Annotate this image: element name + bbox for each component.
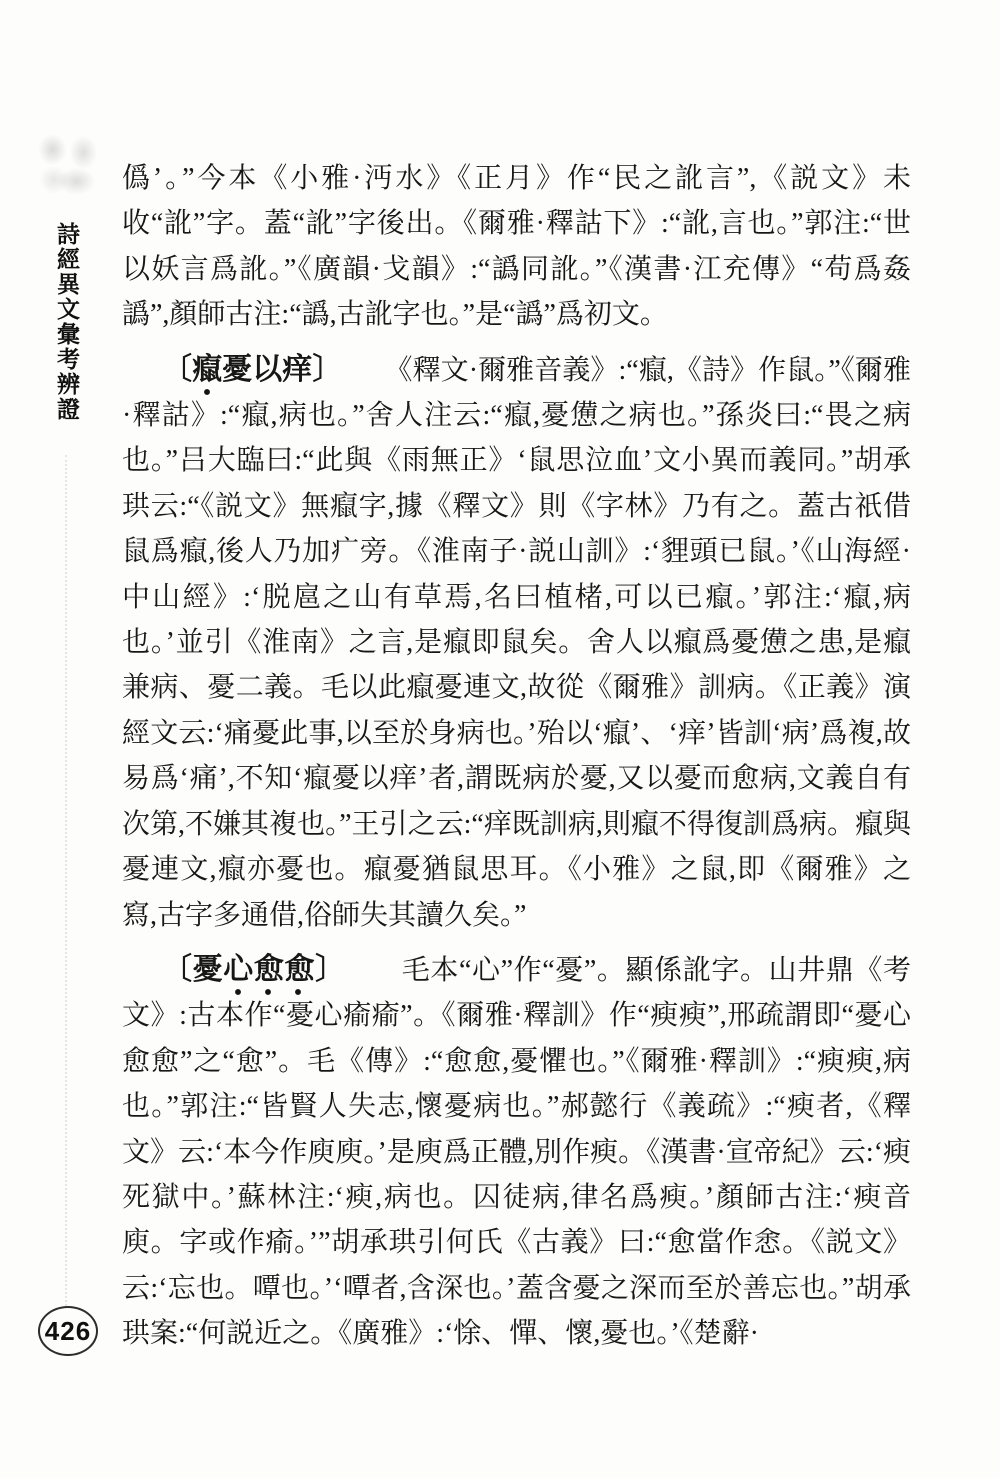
entry-heading-emphasis: 心愈愈 [223, 953, 315, 996]
entry-section-shu-you-yi-yang [122, 347, 911, 938]
entry-section-you-xin-yu-yu [122, 947, 911, 1357]
page-number-badge [38, 1306, 98, 1356]
entry-heading [162, 353, 342, 386]
margin-dotted-line [65, 455, 67, 1310]
ink-smudge-icon [33, 128, 103, 200]
book-spine-title: 詩經異文彙考辨證 [54, 222, 79, 422]
main-text-block [122, 156, 911, 1357]
entry-heading [162, 953, 346, 986]
entry-body: 《釋文·爾雅音義》:“癙,《詩》作鼠。”《爾雅·釋詁》:“癙,病也。”舍人注云:“癙,憂憊之病也。”孫炎曰:“畏之病也。”吕大臨曰:“此與《雨無正》‘鼠思泣血’文小異而義同。”胡承珙云:“《説文》無癙字,據《釋文》則《字林》乃有之。蓋古祇借鼠爲癙,後人乃加疒旁。《淮南子·説山訓》:‘貍頭已鼠。’《山海經·中山經》:‘脱扈之山有草焉,名曰植楮,可以已癙。’郭注:‘癙,病也。’並引《淮南》之言,是癙即鼠矣。舍人以癙爲憂憊之患,是癙兼病、憂二義。毛以此癙憂連文,故從《爾雅》訓病。《正義》演經文云:‘痛憂此事,以至於身病也。’殆以‘癙’、‘痒’皆訓‘病’爲複,故易爲‘痛’,不知‘癙憂以痒’者,謂既病於憂,又以憂而愈病,文義自有次第,不嫌其複也。”王引之云:“痒既訓病,則癙不得復訓爲病。癙與憂連文,癙亦憂也。癙憂猶鼠思耳。《小雅》之鼠,即《爾雅》之寫,古字多通借,俗師失其讀久矣。” [122, 354, 912, 931]
heading-bracket-close: 〕 [315, 952, 346, 986]
heading-bracket-open: 〔 [162, 352, 193, 386]
heading-text: 憂 [192, 952, 224, 986]
entry-heading-emphasis: 癙 [192, 353, 222, 396]
heading-text: 憂以痒 [222, 352, 313, 386]
heading-bracket-open: 〔 [162, 952, 193, 986]
heading-bracket-close: 〕 [312, 352, 343, 386]
continuation-paragraph: 僞’。”今本《小雅·沔水》《正月》作“民之訛言”,《説文》未收“訛”字。蓋“訛”字後出。《爾雅·釋詁下》:“訛,言也。”郭注:“世以妖言爲訛。”《廣韻·戈韻》:“譌同訛。”《漢書·江充傳》“苟爲姦譌”,顏師古注:“譌,古訛字也。”是“譌”爲初文。 [122, 163, 911, 331]
page-number: 426 [44, 1315, 92, 1346]
entry-body: 毛本“心”作“憂”。顯係訛字。山井鼎《考文》:古本作“憂心瘉瘉”。《爾雅·釋訓》作“瘐瘐”,邢疏謂即“憂心愈愈”之“愈”。毛《傳》:“愈愈,憂懼也。”《爾雅·釋訓》:“瘐瘐,病也。”郭注:“皆賢人失志,懷憂病也。”郝懿行《義疏》:“瘐者,《釋文》云:‘本今作庾庾。’是庾爲正體,別作瘐。《漢書·宣帝紀》云:‘瘐死獄中。’蘇林注:‘瘐,病也。囚徒病,律名爲瘐。’顏師古注:‘瘐音庾。字或作瘉。’”胡承珙引何氏《古義》曰:“愈當作悆。《説文》云:‘忘也。嘾也。’‘嘾者,含深也。’蓋含憂之深而至於善忘也。”胡承珙案:“何説近之。《廣雅》:‘悇、憚、懷,憂也。’《楚辭· [122, 954, 912, 1350]
